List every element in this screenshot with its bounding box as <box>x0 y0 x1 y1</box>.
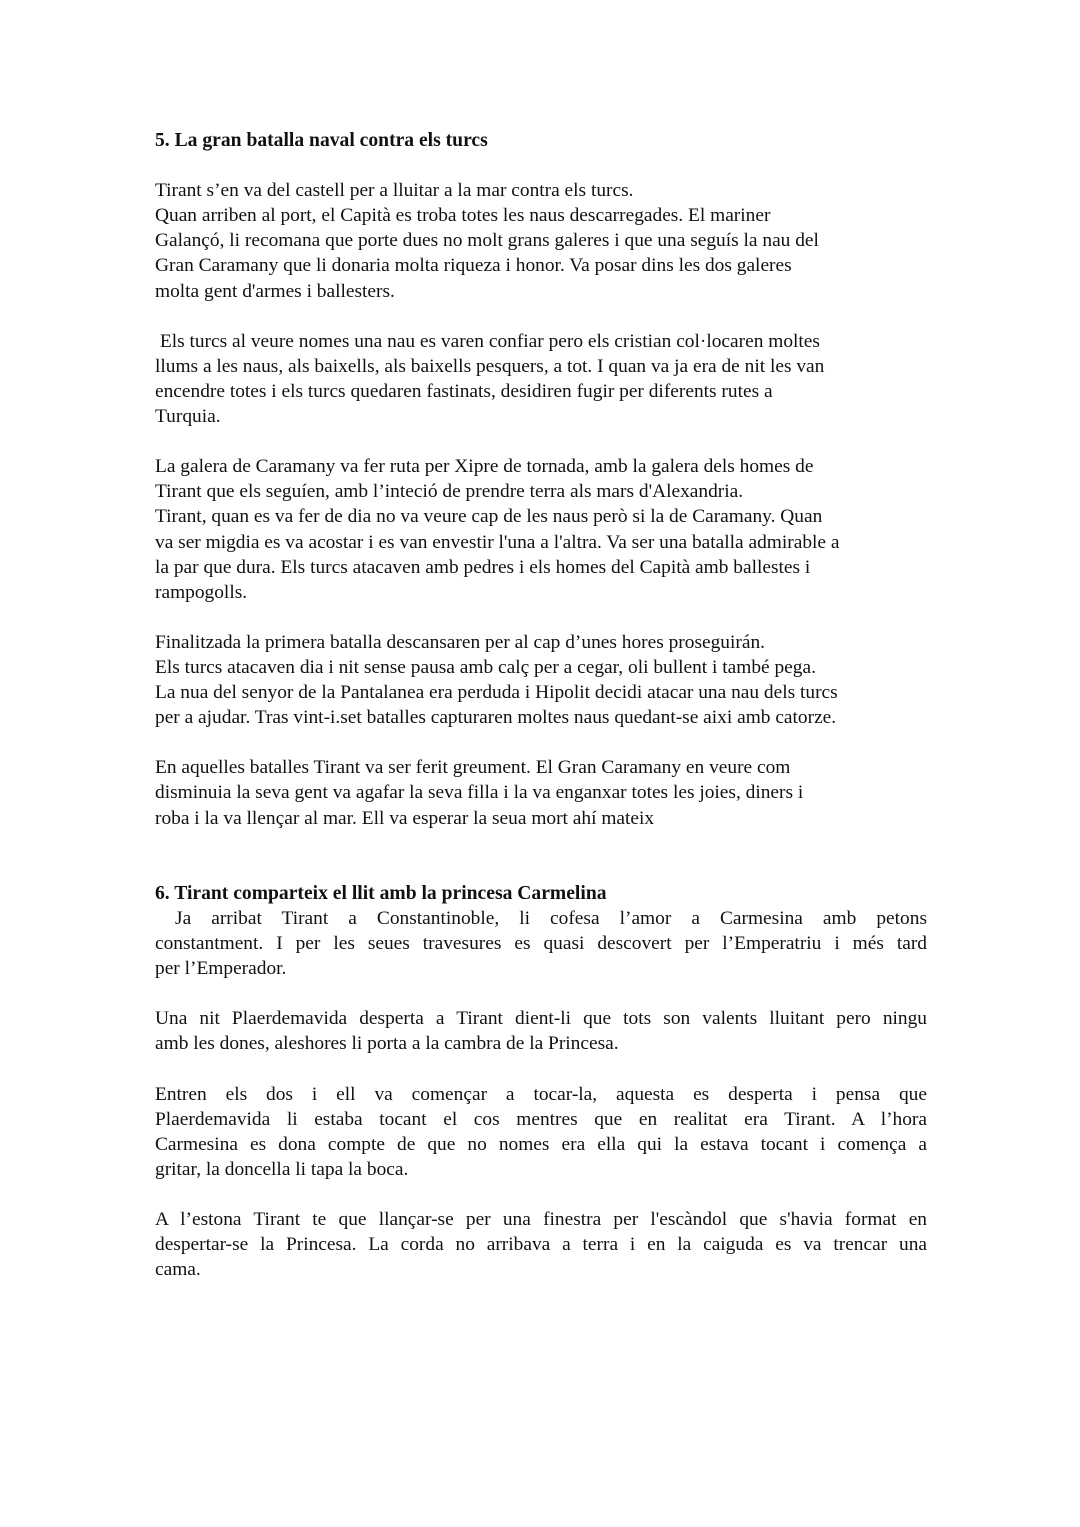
section-6-paragraph-1 <box>155 906 927 981</box>
text-line: disminuia la seva gent va agafar la seva filla i la va enganxar totes les joies, diners i <box>155 782 804 804</box>
section-5-paragraph-2 <box>155 329 927 429</box>
text-line: Galançó, li recomana que porte dues no molt grans galeres i que una seguís la nau del <box>155 230 819 252</box>
text-line: Tirant, quan es va fer de dia no va veure cap de les naus però si la de Caramany. Quan <box>155 506 823 528</box>
text-line: Entren els dos i ell va començar a tocar-la, aquesta es desperta i pensa que <box>155 1083 927 1105</box>
section-5-paragraph-5 <box>155 755 927 830</box>
text-line: Tirant que els seguíen, amb l’inteció de prendre terra als mars d'Alexandria. <box>155 481 744 503</box>
text-line: Tirant s’en va del castell per a lluitar a la mar contra els turcs. <box>155 180 634 202</box>
text-line: la par que dura. Els turcs atacaven amb pedres i els homes del Capità amb ballestes i <box>155 556 811 578</box>
text-line: llums a les naus, als baixells, als baixells pesquers, a tot. I quan va ja era de nit les van <box>155 355 825 377</box>
text-line: La nua del senyor de la Pantalanea era perduda i Hipolit decidi atacar una nau dels turcs <box>155 682 838 704</box>
section-6-paragraph-3 <box>155 1082 927 1182</box>
text-line: gritar, la doncella li tapa la boca. <box>155 1158 409 1180</box>
text-line: Els turcs al veure nomes una nau es varen confiar pero els cristian col·locaren moltes <box>155 330 820 352</box>
text-line: va ser migdia es va acostar i es van envestir l'una a l'altra. Va ser una batalla admirable a <box>155 531 840 553</box>
section-6-paragraph-2 <box>155 1006 927 1056</box>
section-5-paragraph-1 <box>155 178 927 303</box>
text-line: A l’estona Tirant te que llançar-se per una finestra per l'escàndol que s'havia format en <box>155 1209 927 1231</box>
text-line: Carmesina es dona compte de que no nomes era ella qui la estava tocant i comença a <box>155 1133 927 1155</box>
text-line: molta gent d'armes i ballesters. <box>155 280 395 302</box>
text-line: despertar-se la Princesa. La corda no arribava a terra i en la caiguda es va trencar una <box>155 1234 927 1256</box>
text-line: rampogolls. <box>155 581 248 603</box>
text-line: Finalitzada la primera batalla descansaren per al cap d’unes hores proseguirán. <box>155 631 766 653</box>
text-line: Turquia. <box>155 406 221 428</box>
text-line: En aquelles batalles Tirant va ser ferit greument. El Gran Caramany en veure com <box>155 757 791 779</box>
text-line: per a ajudar. Tras vint-i.set batalles capturaren moltes naus quedant-se aixi amb catorze. <box>155 707 837 729</box>
section-5-title: 5. La gran batalla naval contra els turcs <box>155 130 488 151</box>
section-6-title: 6. Tirant comparteix el llit amb la princesa Carmelina <box>155 882 607 904</box>
text-line: Una nit Plaerdemavida desperta a Tirant dient-li que tots son valents lluitant pero ningu <box>155 1008 927 1030</box>
text-line: Els turcs atacaven dia i nit sense pausa amb calç per a cegar, oli bullent i també pega. <box>155 656 816 678</box>
section-6-paragraph-4 <box>155 1207 927 1282</box>
section-5-paragraph-3 <box>155 454 927 605</box>
section-5-paragraph-4 <box>155 630 927 730</box>
text-line: cama. <box>155 1259 201 1281</box>
text-line: Ja arribat Tirant a Constantinoble, li cofesa l’amor a Carmesina amb petons <box>155 907 927 929</box>
text-line: La galera de Caramany va fer ruta per Xipre de tornada, amb la galera dels homes de <box>155 456 814 478</box>
text-line: Plaerdemavida li estaba tocant el cos mentres que en realitat era Tirant. A l’hora <box>155 1108 927 1130</box>
text-line: constantment. I per les seues travesures es quasi descovert per l’Emperatriu i més tard <box>155 933 927 954</box>
text-line: Quan arriben al port, el Capità es troba totes les naus descarregades. El mariner <box>155 205 771 227</box>
text-line: encendre totes i els turcs quedaren fastinats, desidiren fugir per diferents rutes a <box>155 380 773 402</box>
text-line: roba i la va llençar al mar. Ell va esperar la seua mort ahí mateix <box>155 807 655 829</box>
text-line: Gran Caramany que li donaria molta riqueza i honor. Va posar dins les dos galeres <box>155 255 792 277</box>
text-line: amb les dones, aleshores li porta a la cambra de la Princesa. <box>155 1033 619 1055</box>
document-page <box>155 128 927 1282</box>
text-line: per l’Emperador. <box>155 958 287 980</box>
